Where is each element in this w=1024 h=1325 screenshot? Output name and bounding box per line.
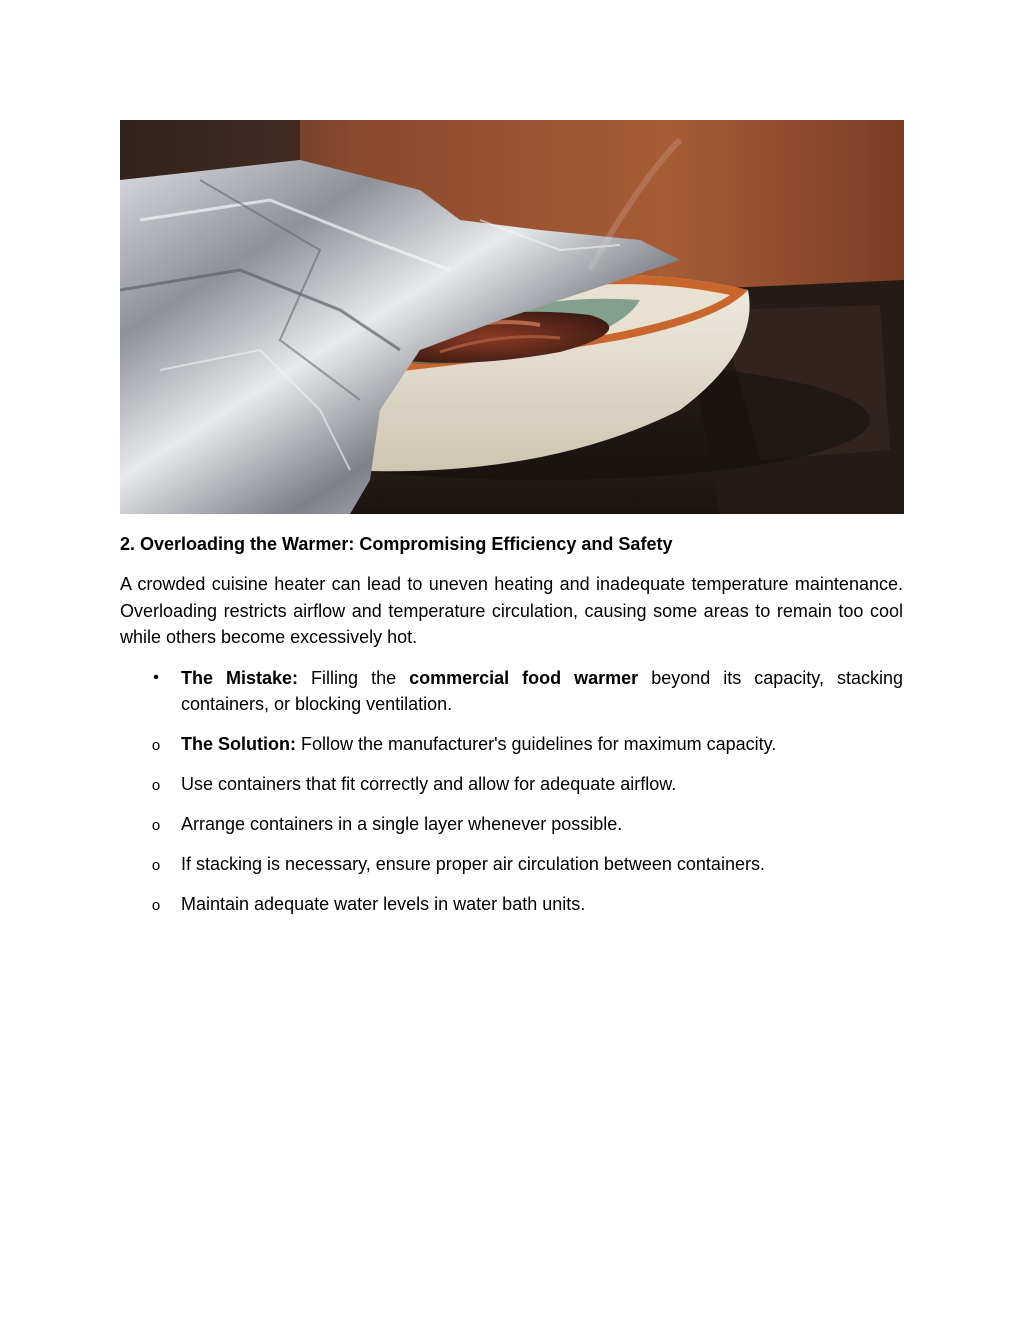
circle-marker: o [151, 817, 161, 834]
circle-marker: o [151, 857, 161, 874]
foil-covered-plate-illustration [120, 120, 904, 514]
mistake-text-before: Filling the [298, 667, 410, 688]
mistake-text-after: beyond its capacity, stacking containers, or blocking ventilation. [181, 667, 904, 714]
list-item-text: If stacking is necessary, ensure proper air circulation between containers. [181, 854, 765, 874]
article-section [120, 531, 903, 931]
mistake-label: The Mistake: [181, 667, 299, 688]
intro-paragraph: A crowded cuisine heater can lead to uneven heating and inadequate temperature maintenance. Overloading restricts airflow and temperature circulation, causing some areas to remain too cool while others become excessively hot. [120, 574, 903, 647]
bullet-marker: • [153, 668, 159, 686]
list-item-text: Use containers that fit correctly and allow for adequate airflow. [181, 774, 677, 794]
solution-label: The Solution: [181, 734, 296, 754]
solution-text: Follow the manufacturer's guidelines for maximum capacity. [295, 734, 777, 754]
circle-marker: o [151, 897, 161, 914]
list-item-text: Maintain adequate water levels in water bath units. [181, 894, 586, 914]
list-item [120, 811, 903, 838]
list-item-text: Arrange containers in a single layer whenever possible. [181, 814, 623, 834]
section-heading: 2. Overloading the Warmer: Compromising Efficiency and Safety [120, 534, 673, 554]
list-item-mistake [120, 665, 903, 718]
food-warmer-photo [120, 120, 904, 514]
list-item [120, 891, 903, 918]
circle-marker: o [151, 737, 161, 754]
list-item [120, 851, 903, 878]
tips-list [120, 665, 903, 918]
list-item-solution [120, 731, 903, 758]
list-item [120, 771, 903, 798]
mistake-bold-phrase: commercial food warmer [409, 667, 639, 688]
circle-marker: o [151, 777, 161, 794]
